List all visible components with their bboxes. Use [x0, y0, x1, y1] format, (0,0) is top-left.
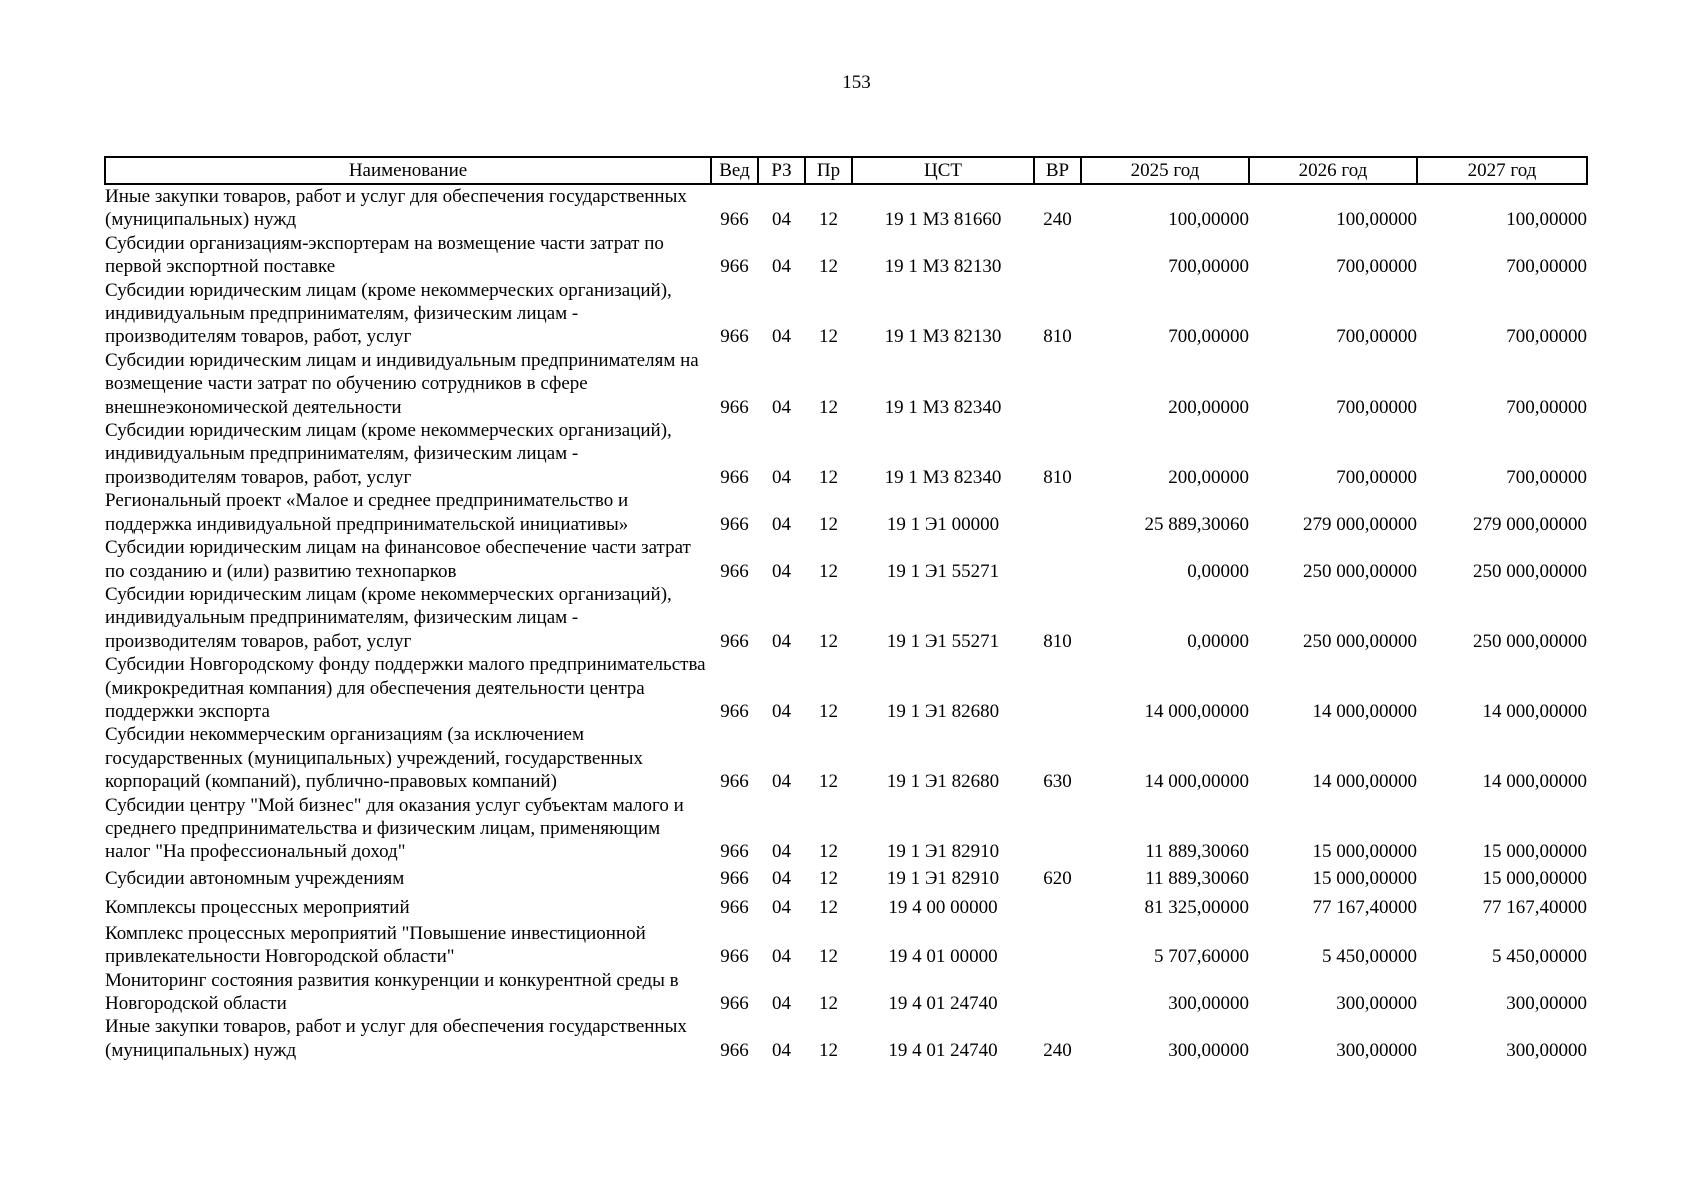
row-ved: 966	[720, 841, 749, 863]
row-2026: 250 000,00000	[1303, 560, 1417, 582]
row-2025: 700,00000	[1168, 326, 1249, 348]
row-2026: 15 000,00000	[1312, 841, 1417, 863]
row-name: Комплексы процессных мероприятий	[105, 896, 410, 918]
row-2026: 700,00000	[1336, 396, 1417, 418]
row-cst: 19 1 Э1 82680	[886, 700, 1000, 722]
row-cst: 19 1 Э1 82910	[886, 867, 1000, 889]
row-name: Субсидии юридическим лицам и индивидуальным предпринимателям на возмещение части затрат по обучению сотрудников в сфере внешнеэкономической деятельности	[105, 349, 699, 418]
row-vr: 620	[1043, 867, 1072, 889]
row-rz: 04	[772, 513, 791, 535]
row-name: Субсидии автономным учреждениям	[105, 867, 405, 889]
row-cst: 19 1 Э1 55271	[886, 560, 1000, 582]
row-2025: 11 889,30060	[1145, 841, 1249, 863]
row-cst: 19 1 М3 82340	[884, 396, 1002, 418]
row-cst: 19 4 00 00000	[888, 896, 998, 918]
row-name: Субсидии организациям-экспортерам на возмещение части затрат по первой экспортной поставке	[105, 232, 664, 278]
table-row	[105, 723, 1587, 793]
row-rz: 04	[772, 256, 791, 278]
row-2027: 77 167,40000	[1482, 896, 1587, 918]
row-ved: 966	[720, 396, 749, 418]
row-name: Субсидии центру "Мой бизнес" для оказания услуг субъектам малого и среднего предпринимательства и физическим лицам, применяющим налог "На профессиональный доход"	[105, 794, 684, 863]
row-rz: 04	[772, 771, 791, 793]
row-cst: 19 4 01 24740	[888, 993, 998, 1014]
row-2025: 5 707,60000	[1154, 946, 1249, 968]
row-rz: 04	[772, 466, 791, 488]
row-cst: 19 1 Э1 82910	[886, 841, 1000, 863]
row-ved: 966	[720, 326, 749, 348]
row-rz: 04	[772, 993, 791, 1014]
row-rz: 04	[772, 700, 791, 722]
row-vr	[1034, 653, 1081, 723]
row-2027: 700,00000	[1506, 326, 1587, 348]
row-name: Комплекс процессных мероприятий "Повышение инвестиционной привлекательности Новгородской области"	[105, 922, 646, 968]
row-2027: 15 000,00000	[1482, 867, 1587, 889]
row-pr: 12	[819, 1039, 838, 1061]
row-name: Субсидии некоммерческим организациям (за исключением государственных (муниципальных) учреждений, государственных корпораций (компаний), публично-правовых компаний)	[105, 724, 643, 793]
row-rz: 04	[772, 1039, 791, 1061]
row-2026: 279 000,00000	[1303, 513, 1417, 535]
row-pr: 12	[819, 513, 838, 535]
row-cst: 19 1 Э1 00000	[886, 513, 1000, 535]
header-2027: 2027 год	[1417, 157, 1587, 184]
table-row	[105, 583, 1587, 653]
row-rz: 04	[772, 630, 791, 652]
row-pr: 12	[819, 630, 838, 652]
row-pr: 12	[819, 396, 838, 418]
row-2026: 250 000,00000	[1303, 630, 1417, 652]
row-2026: 15 000,00000	[1312, 867, 1417, 889]
row-name: Иные закупки товаров, работ и услуг для обеспечения государственных (муниципальных) нужд	[105, 1016, 687, 1061]
header-ved: Вед	[711, 157, 758, 184]
row-ved: 966	[720, 630, 749, 652]
row-cst: 19 4 01 00000	[888, 946, 998, 968]
table-row	[105, 969, 1587, 1016]
row-vr: 810	[1043, 466, 1072, 488]
row-2027: 300,00000	[1506, 1039, 1587, 1061]
header-2025: 2025 год	[1081, 157, 1249, 184]
row-2025: 300,00000	[1168, 1039, 1249, 1061]
row-2025: 700,00000	[1168, 256, 1249, 278]
row-rz: 04	[772, 396, 791, 418]
table-body	[105, 184, 1587, 1062]
header-name: Наименование	[105, 157, 711, 184]
row-ved: 966	[720, 946, 749, 968]
row-2025: 200,00000	[1168, 466, 1249, 488]
table-row	[105, 653, 1587, 723]
row-2026: 77 167,40000	[1312, 896, 1417, 918]
header-rz: РЗ	[758, 157, 805, 184]
row-2026: 5 450,00000	[1322, 946, 1417, 968]
header-row	[105, 157, 1587, 184]
row-name: Субсидии юридическим лицам (кроме некоммерческих организаций), индивидуальным предпринимателям, физическим лицам - производителям товаров, работ, услуг	[105, 279, 672, 348]
row-2026: 100,00000	[1336, 209, 1417, 231]
row-vr: 810	[1043, 630, 1072, 652]
row-ved: 966	[720, 560, 749, 582]
row-name: Региональный проект «Малое и среднее предпринимательство и поддержка индивидуальной предпринимательской инициативы»	[105, 490, 629, 535]
table-row	[105, 232, 1587, 279]
row-2025: 300,00000	[1168, 993, 1249, 1014]
row-ved: 966	[720, 771, 749, 793]
row-pr: 12	[819, 841, 838, 863]
row-vr: 240	[1043, 209, 1072, 231]
row-ved: 966	[720, 993, 749, 1014]
row-2027: 700,00000	[1506, 256, 1587, 278]
row-2025: 11 889,30060	[1145, 867, 1249, 889]
table-row	[105, 893, 1587, 922]
row-2027: 15 000,00000	[1482, 841, 1587, 863]
row-vr	[1034, 536, 1081, 583]
table-row	[105, 922, 1587, 969]
row-vr: 630	[1043, 771, 1072, 793]
row-2027: 250 000,00000	[1473, 630, 1587, 652]
table-row	[105, 864, 1587, 893]
row-2027: 250 000,00000	[1473, 560, 1587, 582]
row-2026: 700,00000	[1336, 326, 1417, 348]
row-vr	[1034, 969, 1081, 1016]
row-2026: 700,00000	[1336, 466, 1417, 488]
row-2026: 300,00000	[1336, 993, 1417, 1014]
table-row	[105, 794, 1587, 864]
row-2025: 100,00000	[1168, 209, 1249, 231]
row-2025: 200,00000	[1168, 396, 1249, 418]
row-name: Иные закупки товаров, работ и услуг для обеспечения государственных (муниципальных) нужд	[105, 186, 687, 231]
row-vr: 810	[1043, 326, 1072, 348]
row-2027: 100,00000	[1506, 209, 1587, 231]
row-ved: 966	[720, 867, 749, 889]
row-rz: 04	[772, 896, 791, 918]
row-rz: 04	[772, 867, 791, 889]
table-row	[105, 1015, 1587, 1062]
row-2027: 14 000,00000	[1482, 700, 1587, 722]
row-ved: 966	[720, 209, 749, 231]
row-cst: 19 4 01 24740	[888, 1039, 998, 1061]
row-2025: 81 325,00000	[1144, 896, 1249, 918]
row-2025: 25 889,30060	[1144, 513, 1249, 535]
row-cst: 19 1 Э1 82680	[886, 771, 1000, 793]
row-pr: 12	[819, 209, 838, 231]
row-pr: 12	[819, 700, 838, 722]
row-pr: 12	[819, 560, 838, 582]
row-2027: 700,00000	[1506, 466, 1587, 488]
header-2026: 2026 год	[1249, 157, 1417, 184]
table-row	[105, 349, 1587, 419]
row-2025: 0,00000	[1187, 560, 1249, 582]
row-ved: 966	[720, 513, 749, 535]
page-number: 153	[842, 72, 871, 93]
row-vr	[1034, 893, 1081, 922]
header-pr: Пр	[805, 157, 852, 184]
table-row	[105, 536, 1587, 583]
row-cst: 19 1 М3 82130	[884, 326, 1002, 348]
row-2025: 0,00000	[1187, 630, 1249, 652]
row-pr: 12	[819, 771, 838, 793]
row-name: Мониторинг состояния развития конкуренции и конкурентной среды в Новгородской области	[105, 969, 679, 1014]
row-cst: 19 1 М3 82340	[884, 466, 1002, 488]
row-name: Субсидии юридическим лицам (кроме некоммерческих организаций), индивидуальным предпринимателям, физическим лицам - производителям товаров, работ, услуг	[105, 420, 672, 488]
row-2027: 700,00000	[1506, 396, 1587, 418]
row-pr: 12	[819, 326, 838, 348]
row-cst: 19 1 М3 82130	[884, 256, 1002, 278]
header-vr: ВР	[1034, 157, 1081, 184]
row-name: Субсидии Новгородскому фонду поддержки малого предпринимательства (микрокредитная компания) для обеспечения деятельности центра поддержки экспорта	[105, 654, 706, 722]
row-2026: 14 000,00000	[1312, 700, 1417, 722]
row-rz: 04	[772, 841, 791, 863]
row-ved: 966	[720, 896, 749, 918]
row-pr: 12	[819, 256, 838, 278]
row-pr: 12	[819, 993, 838, 1014]
row-cst: 19 1 М3 81660	[884, 209, 1002, 231]
row-2027: 14 000,00000	[1482, 771, 1587, 793]
row-rz: 04	[772, 326, 791, 348]
row-cst: 19 1 Э1 55271	[886, 630, 1000, 652]
row-rz: 04	[772, 209, 791, 231]
row-2027: 279 000,00000	[1473, 513, 1587, 535]
row-name: Субсидии юридическим лицам на финансовое обеспечение части затрат по созданию и (или) развитию технопарков	[105, 537, 691, 582]
row-2026: 700,00000	[1336, 256, 1417, 278]
table-row	[105, 279, 1587, 349]
row-vr	[1034, 232, 1081, 279]
row-2026: 300,00000	[1336, 1039, 1417, 1061]
row-vr	[1034, 349, 1081, 419]
row-vr	[1034, 489, 1081, 536]
row-2027: 5 450,00000	[1492, 946, 1587, 968]
row-pr: 12	[819, 896, 838, 918]
row-ved: 966	[720, 1039, 749, 1061]
table-row	[105, 489, 1587, 536]
budget-table	[104, 156, 1588, 1062]
row-vr	[1034, 794, 1081, 864]
row-2025: 14 000,00000	[1144, 771, 1249, 793]
row-2026: 14 000,00000	[1312, 771, 1417, 793]
header-cst: ЦСТ	[852, 157, 1034, 184]
row-ved: 966	[720, 256, 749, 278]
row-name: Субсидии юридическим лицам (кроме некоммерческих организаций), индивидуальным предпринимателям, физическим лицам - производителям товаров, работ, услуг	[105, 583, 672, 652]
row-pr: 12	[819, 466, 838, 488]
row-2027: 300,00000	[1506, 993, 1587, 1014]
row-ved: 966	[720, 700, 749, 722]
row-pr: 12	[819, 867, 838, 889]
row-vr: 240	[1043, 1039, 1072, 1061]
row-vr	[1034, 922, 1081, 969]
row-pr: 12	[819, 946, 838, 968]
row-rz: 04	[772, 946, 791, 968]
row-rz: 04	[772, 560, 791, 582]
table-row	[105, 419, 1587, 489]
row-2025: 14 000,00000	[1144, 700, 1249, 722]
table-row	[105, 184, 1587, 232]
row-ved: 966	[720, 466, 749, 488]
